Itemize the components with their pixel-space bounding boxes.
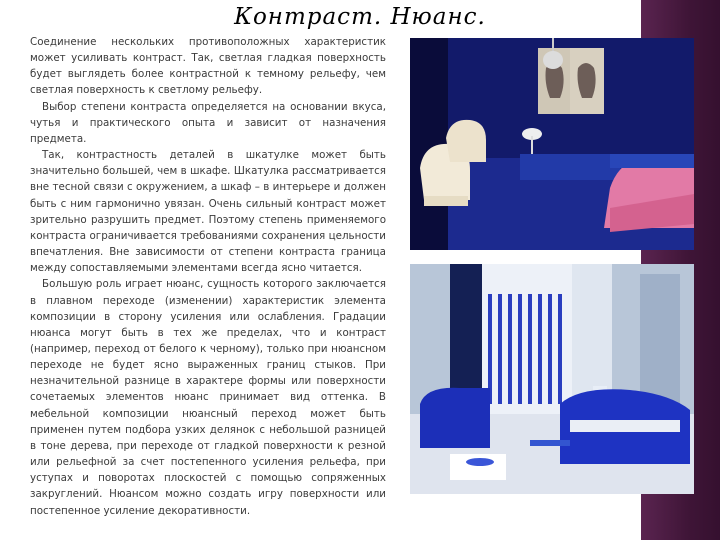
slide-title: Контраст. Нюанс. [234,4,486,30]
body-text [30,34,386,519]
interior-photo-blue-sofas [410,264,694,494]
paragraph: Выбор степени контраста определяется на основании вкуса, чутья и практического опыта и зависит от назначения предмета. [30,100,386,145]
paragraph: Так, контрастность деталей в шкатулке может быть значительно большей, чем в шкафе. Шкатулка рассматривается вне тесной связи с окружением, а шкаф – в интерьере и должен быть с ним гармонично увязан. Очень сильный контраст может зрительно разрушить предмет. Поэтому степень применяемого контраста ограничивается требованиями сохранения цельности впечатления. Вне зависимости от степени контраста граница между сопоставляемыми элементами всегда ясно читается. [30,149,386,275]
interior-photo-dark-blue [410,38,694,250]
paragraph: Большую роль играет нюанс, сущность которого заключается в плавном переходе (изменении) характеристик элемента композиции в сторону усиления или ослабления. Градации нюанса могут быть в тех же пределах, что и контраст (например, переход от белого к черному), только при нюансном переходе не будет ясно выраженных границ стыков. При незначительной разнице в характере формы или поверхности сочетаемых элементов нюанс принимает вид оттенка. В мебельной композиции нюансный переход может быть применен путем подбора узких делянок с небольшой разницей в тоне дерева, при переходе от гладкой поверхности к резной или рельефной за счет постепенного усиления рельефа, при уступах и поворотах плоскостей с помощью сопряженных закруглений. Нюансом можно создать игру поверхности или постепенное усиление декоративности. [30,278,386,517]
paragraph: Соединение нескольких противоположных характеристик может усиливать контраст. Так, светлая гладкая поверхность будет выглядеть более контрастной к темному рельефу, чем светлая поверхность к светлому рельефу. [30,36,386,97]
